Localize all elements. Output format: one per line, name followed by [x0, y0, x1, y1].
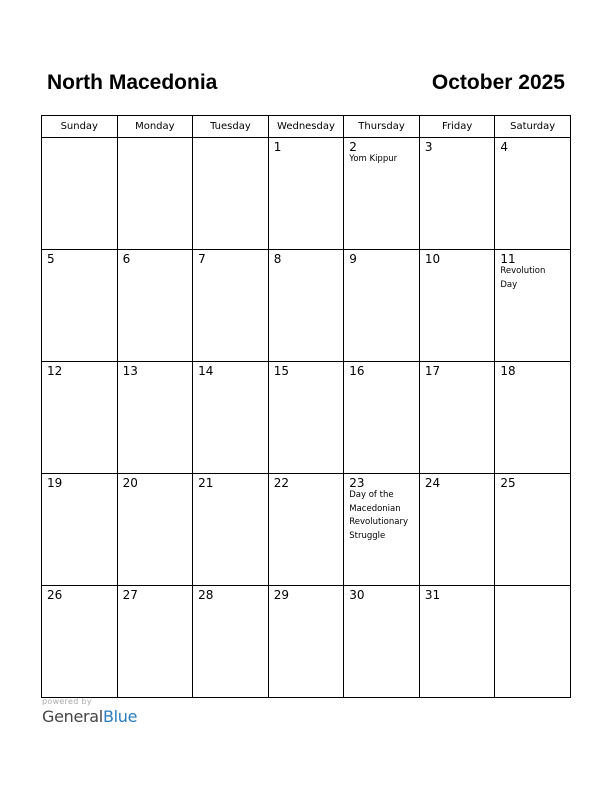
day-cell — [117, 362, 193, 474]
holiday-label: Yom Kippur — [349, 154, 398, 164]
day-cell — [117, 474, 193, 586]
powered-by-label: powered by — [42, 697, 92, 706]
day-number: 3 — [424, 140, 433, 154]
day-number: 17 — [424, 364, 441, 378]
day-cell — [117, 250, 193, 362]
day-cell — [495, 586, 571, 698]
weekday-wednesday: Wednesday — [268, 116, 344, 138]
day-cell — [268, 362, 344, 474]
holiday-label: Revolution Day — [500, 266, 546, 290]
week-row — [42, 138, 571, 250]
day-cell — [42, 586, 118, 698]
day-cell — [419, 250, 495, 362]
day-cell — [495, 474, 571, 586]
day-number: 25 — [500, 476, 516, 490]
day-cell — [42, 138, 118, 250]
day-cell — [344, 250, 420, 362]
weekday-thursday: Thursday — [344, 116, 420, 138]
day-number: 7 — [198, 252, 206, 266]
day-number: 12 — [47, 364, 63, 378]
day-number: 10 — [424, 252, 441, 266]
day-cell — [193, 474, 269, 586]
weekday-saturday: Saturday — [495, 116, 571, 138]
day-number: 19 — [47, 476, 63, 490]
calendar-grid — [41, 115, 571, 698]
day-cell — [268, 586, 344, 698]
weekday-sunday: Sunday — [42, 116, 118, 138]
day-cell — [117, 586, 193, 698]
day-number: 22 — [273, 476, 289, 490]
day-number: 24 — [424, 476, 441, 490]
day-cell — [344, 138, 420, 250]
day-cell — [193, 138, 269, 250]
day-cell — [268, 474, 344, 586]
day-number: 29 — [273, 588, 289, 602]
day-cell — [495, 138, 571, 250]
day-number: 2 — [349, 140, 357, 154]
day-cell — [344, 474, 420, 586]
footer-branding — [42, 697, 137, 727]
month-year-title: October 2025 — [431, 71, 565, 94]
day-number: 15 — [273, 364, 289, 378]
day-cell — [42, 362, 118, 474]
day-number: 16 — [349, 364, 365, 378]
day-cell — [193, 362, 269, 474]
generalblue-logo[interactable] — [42, 707, 137, 727]
day-number: 5 — [47, 252, 55, 266]
country-title: North Macedonia — [47, 71, 218, 94]
day-cell — [268, 138, 344, 250]
day-cell — [344, 586, 420, 698]
day-number: 21 — [198, 476, 214, 490]
week-row — [42, 362, 571, 474]
day-cell — [419, 138, 495, 250]
day-cell — [419, 586, 495, 698]
day-cell — [419, 362, 495, 474]
day-cell — [268, 250, 344, 362]
weekday-monday: Monday — [117, 116, 193, 138]
day-cell — [495, 362, 571, 474]
day-cell — [42, 474, 118, 586]
day-number: 1 — [273, 140, 282, 154]
brand-general: General — [42, 707, 103, 726]
day-number: 23 — [349, 476, 365, 490]
day-number: 26 — [47, 588, 63, 602]
day-number: 6 — [122, 252, 131, 266]
day-cell — [193, 586, 269, 698]
day-cell — [117, 138, 193, 250]
day-number: 9 — [349, 252, 357, 266]
day-number: 8 — [273, 252, 282, 266]
holiday-label: Day of the Macedonian Revolutionary Struggle — [349, 490, 408, 541]
weekday-friday: Friday — [419, 116, 495, 138]
day-number: 11 — [500, 252, 516, 266]
week-row — [42, 586, 571, 698]
brand-blue: Blue — [102, 707, 138, 726]
day-cell — [419, 474, 495, 586]
week-row — [42, 250, 571, 362]
weekday-tuesday: Tuesday — [193, 116, 269, 138]
day-number: 14 — [198, 364, 214, 378]
day-number: 18 — [500, 364, 516, 378]
day-number: 31 — [424, 588, 441, 602]
day-cell — [344, 362, 420, 474]
day-number: 30 — [349, 588, 365, 602]
weekday-header-row — [42, 116, 571, 138]
day-cell — [193, 250, 269, 362]
day-number: 4 — [500, 140, 509, 154]
day-cell — [495, 250, 571, 362]
day-cell — [42, 250, 118, 362]
day-number: 13 — [122, 364, 138, 378]
day-number: 20 — [122, 476, 138, 490]
day-number: 27 — [122, 588, 138, 602]
day-number: 28 — [198, 588, 214, 602]
week-row — [42, 474, 571, 586]
